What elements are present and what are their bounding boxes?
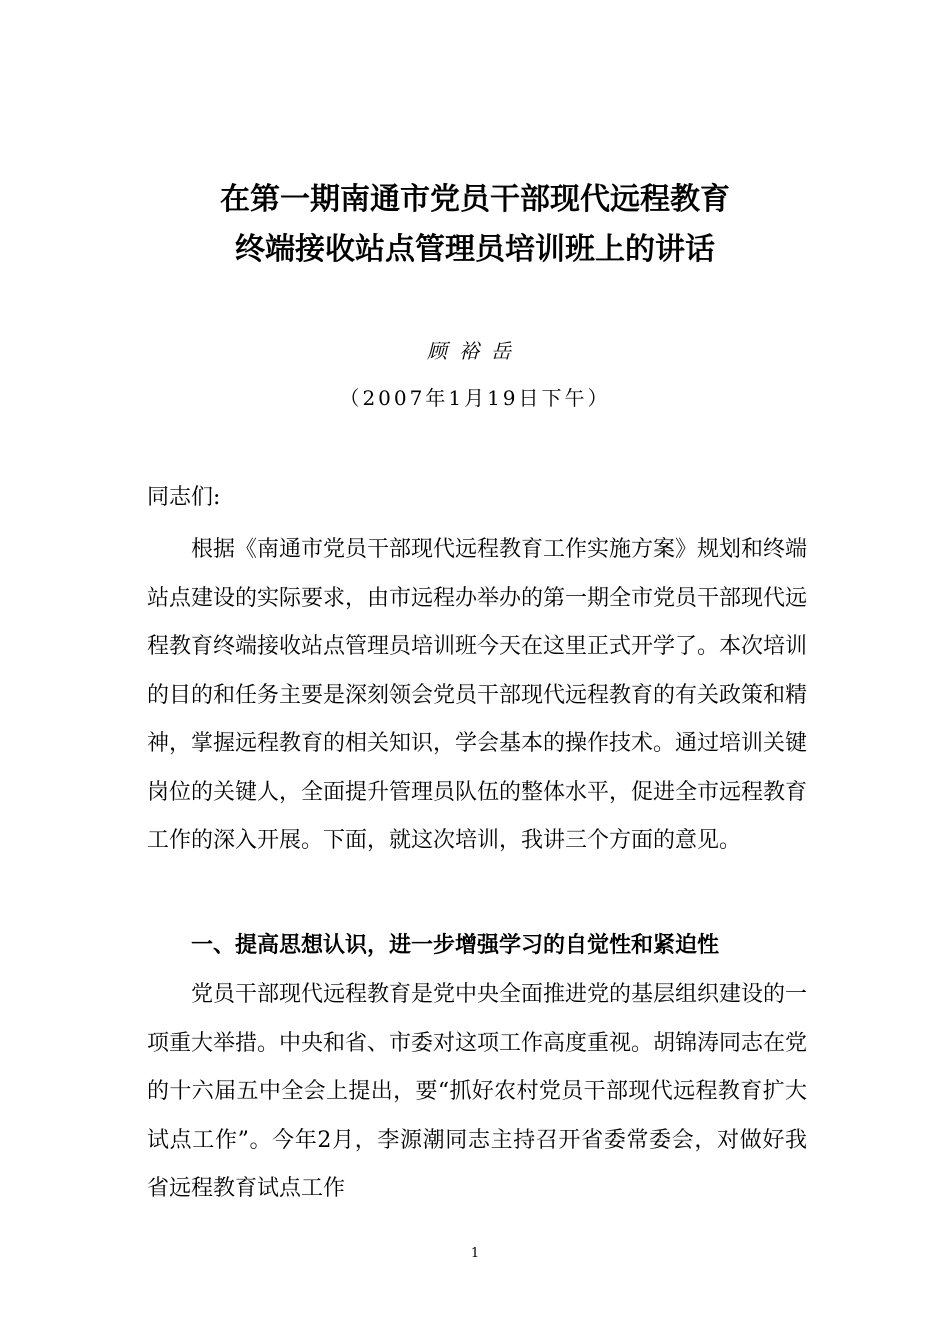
greeting: 同志们: bbox=[147, 485, 221, 510]
page-number: 1 bbox=[470, 1246, 480, 1261]
document-title-line-1: 在第一期南通市党员干部现代远程教育 bbox=[220, 182, 730, 217]
speech-date: （2007年1月19日下午） bbox=[339, 386, 611, 410]
author-name: 顾裕岳 bbox=[427, 339, 523, 363]
body-paragraph-1: 根据《南通市党员干部现代远程教育工作实施方案》规划和终端站点建设的实际要求，由市远程办举办的第一期全市党员干部现代远程教育终端接收站点管理员培训班今天在这里正式开学了。本次培训的目的和任务主要是深刻领会党员干部现代远程教育的有关政策和精神，掌握远程教育的相关知识，学会基本的操作技术。通过培训关键岗位的关键人，全面提升管理员队伍的整体水平，促进全市远程教育工作的深入开展。下面，就这次培训，我讲三个方面的意见。 bbox=[147, 537, 808, 853]
document-title-line-2: 终端接收站点管理员培训班上的讲话 bbox=[235, 232, 715, 267]
section-heading-1: 一、提高思想认识，进一步增强学习的自觉性和紧迫性 bbox=[191, 933, 720, 958]
body-paragraph-2: 党员干部现代远程教育是党中央全面推进党的基层组织建设的一项重大举措。中央和省、市委对这项工作高度重视。胡锦涛同志在党的十六届五中全会上提出，要“抓好农村党员干部现代远程教育扩大试点工作”。今年2月，李源潮同志主持召开省委常委会，对做好我省远程教育试点工作 bbox=[147, 982, 808, 1201]
